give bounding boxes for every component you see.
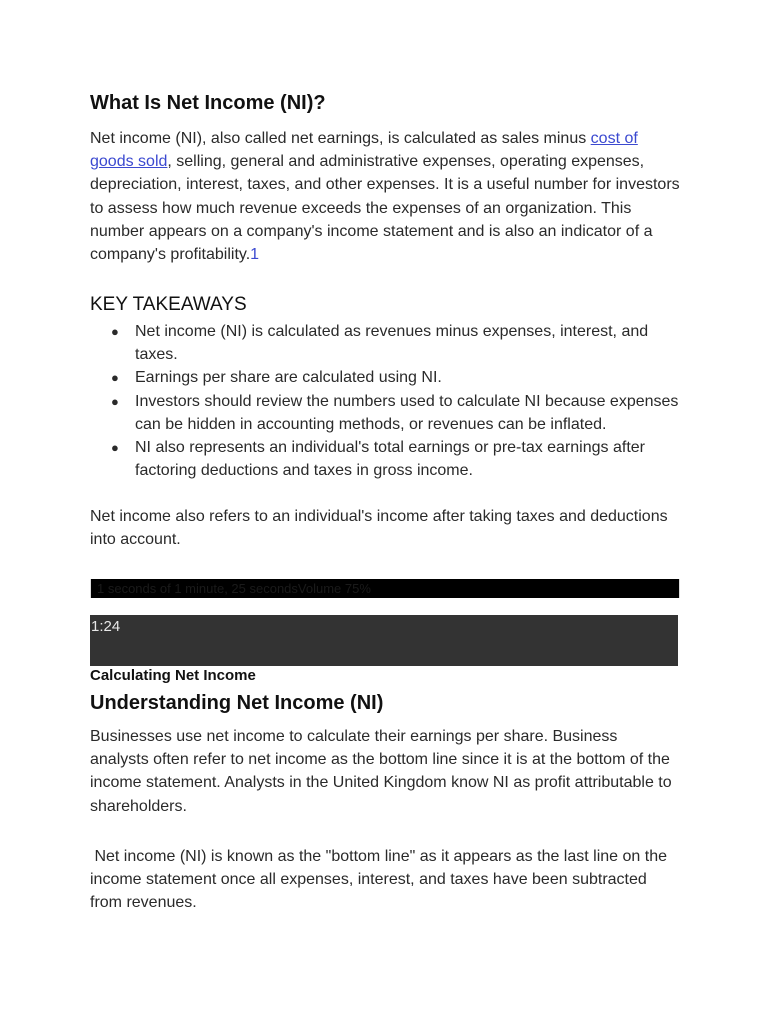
intro-paragraph bbox=[90, 127, 680, 266]
section-paragraph-1: Businesses use net income to calculate their earnings per share. Business analysts often refer to net income as the bottom line since it is at the bottom of the income statement. Analysts in the United Kingdom know NI as profit attributable to shareholders. bbox=[90, 728, 672, 815]
list-item bbox=[90, 320, 680, 366]
intro-text-start: Net income (NI), also called net earnings, is calculated as sales minus bbox=[90, 130, 591, 147]
list-item bbox=[90, 436, 680, 482]
bullet-icon: ● bbox=[111, 440, 119, 456]
reference-link[interactable]: 1 bbox=[250, 246, 260, 264]
section-paragraph-2: Net income (NI) is known as the "bottom line" as it appears as the last line on the income statement once all expenses, interest, and taxes have been subtracted from revenues. bbox=[90, 848, 672, 912]
list-item-text: Earnings per share are calculated using NI. bbox=[135, 369, 442, 387]
bullet-icon: ● bbox=[111, 393, 119, 409]
cost-of-goods-sold-link[interactable]: cost of goods sold bbox=[90, 130, 638, 171]
video-progress-label: 1 seconds of 1 minute, 25 secondsVolume 75% bbox=[97, 581, 371, 596]
key-takeaways-heading: KEY TAKEAWAYS bbox=[90, 294, 247, 315]
list-item-text: NI also represents an individual's total earnings or pre-tax earnings after factoring deductions and taxes in gross income. bbox=[135, 439, 645, 480]
list-item bbox=[90, 366, 680, 389]
bullet-icon: ● bbox=[111, 370, 119, 386]
intro-text-end: , selling, general and administrative expenses, operating expenses, depreciation, interest, taxes, and other expenses. It is a useful number for investors to assess how much revenue exceeds the expenses of an organization. This number appears on a company's income statement and is also an indicator of a company's profitability. bbox=[90, 153, 680, 264]
list-item bbox=[90, 390, 680, 436]
bullet-icon: ● bbox=[111, 324, 119, 339]
video-player[interactable] bbox=[90, 615, 678, 666]
video-time-display: 1:24 bbox=[91, 618, 121, 635]
video-caption: Calculating Net Income bbox=[90, 667, 256, 684]
key-takeaways-list bbox=[90, 320, 680, 482]
list-item-text: Net income (NI) is calculated as revenues minus expenses, interest, and taxes. bbox=[135, 323, 649, 364]
after-list-paragraph: Net income also refers to an individual's income after taking taxes and deductions into account. bbox=[90, 508, 668, 549]
list-item-text: Investors should review the numbers used to calculate NI because expenses can be hidden in accounting methods, or revenues can be inflated. bbox=[135, 392, 679, 433]
page-title: What Is Net Income (NI)? bbox=[90, 92, 326, 114]
section-heading: Understanding Net Income (NI) bbox=[90, 692, 384, 714]
video-progress-bar[interactable] bbox=[90, 579, 680, 598]
